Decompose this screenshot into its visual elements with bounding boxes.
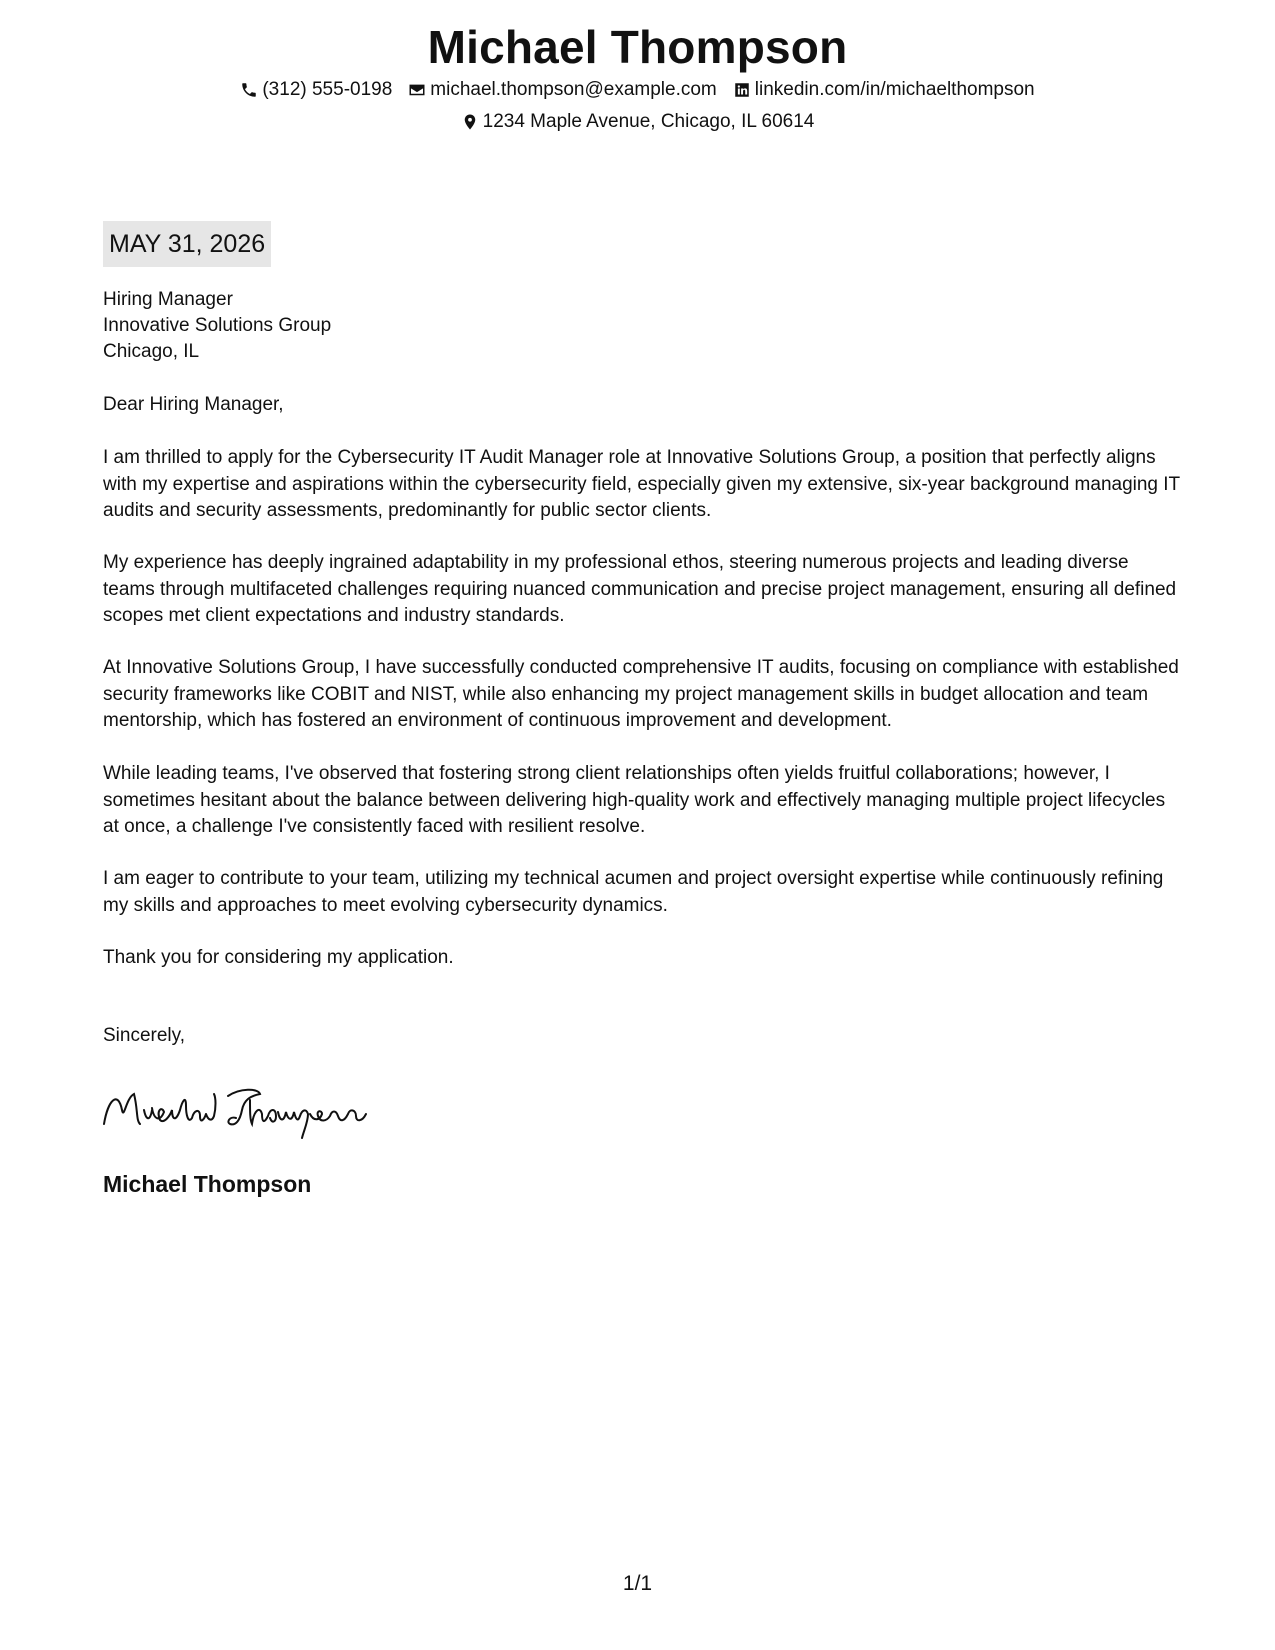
address-text: 1234 Maple Avenue, Chicago, IL 60614 bbox=[482, 111, 815, 132]
email-link[interactable]: michael.thompson@example.com bbox=[430, 79, 717, 100]
signature-image bbox=[100, 1080, 370, 1140]
contact-linkedin[interactable] bbox=[733, 79, 1035, 101]
contact-row-address bbox=[0, 111, 1275, 133]
recipient-location: Chicago, IL bbox=[103, 341, 200, 362]
applicant-name-heading: Michael Thompson bbox=[427, 21, 848, 73]
closing: Sincerely, bbox=[103, 1025, 186, 1046]
contact-phone bbox=[240, 79, 392, 101]
linkedin-icon bbox=[733, 81, 751, 99]
letter-date: MAY 31, 2026 bbox=[103, 221, 271, 267]
page-number: 1/1 bbox=[622, 1572, 653, 1595]
body-paragraph: Thank you for considering my application. bbox=[103, 947, 454, 968]
body-paragraph: At Innovative Solutions Group, I have successfully conducted comprehensive IT audits, focusing on compliance with established security frameworks like COBIT and NIST, while also enhancing my project management skills in budget allocation and team mentorship, which has fostered an environment of continuous improvement and development. bbox=[103, 657, 1179, 731]
body-paragraph: While leading teams, I've observed that fostering strong client relationships often yields fruitful collaborations; however, I sometimes hesitant about the balance between delivering high-quality work and effectively managing multiple project lifecycles at once, a challenge I've consistently faced with resilient resolve. bbox=[103, 763, 1166, 837]
phone-icon bbox=[240, 81, 258, 99]
recipient-block bbox=[103, 287, 331, 365]
body-paragraph: I am thrilled to apply for the Cybersecurity IT Audit Manager role at Innovative Solutions Group, a position that perfectly aligns with my expertise and aspirations within the cybersecurity field, especially given my extensive, six-year background managing IT audits and security assessments, predominantly for public sector clients. bbox=[103, 447, 1180, 521]
recipient-title: Hiring Manager bbox=[103, 289, 233, 310]
map-pin-icon bbox=[461, 113, 479, 131]
contact-address bbox=[461, 111, 815, 133]
body-paragraph: My experience has deeply ingrained adaptability in my professional ethos, steering numerous projects and leading diverse teams through multifaceted challenges requiring nuanced communication and precise project management, ensuring all defined scopes met client expectations and industry standards. bbox=[103, 552, 1177, 626]
salutation: Dear Hiring Manager, bbox=[103, 394, 284, 415]
phone-text: (312) 555-0198 bbox=[262, 79, 393, 100]
linkedin-link[interactable]: linkedin.com/in/michaelthompson bbox=[754, 79, 1035, 100]
contact-row-primary bbox=[0, 79, 1275, 101]
contact-email[interactable] bbox=[408, 79, 716, 101]
recipient-company: Innovative Solutions Group bbox=[103, 315, 332, 336]
body-paragraph: I am eager to contribute to your team, utilizing my technical acumen and project oversight expertise while continuously refining my skills and approaches to meet evolving cybersecurity dynamics. bbox=[103, 868, 1164, 916]
envelope-icon bbox=[408, 81, 426, 99]
signer-name: Michael Thompson bbox=[103, 1171, 312, 1197]
